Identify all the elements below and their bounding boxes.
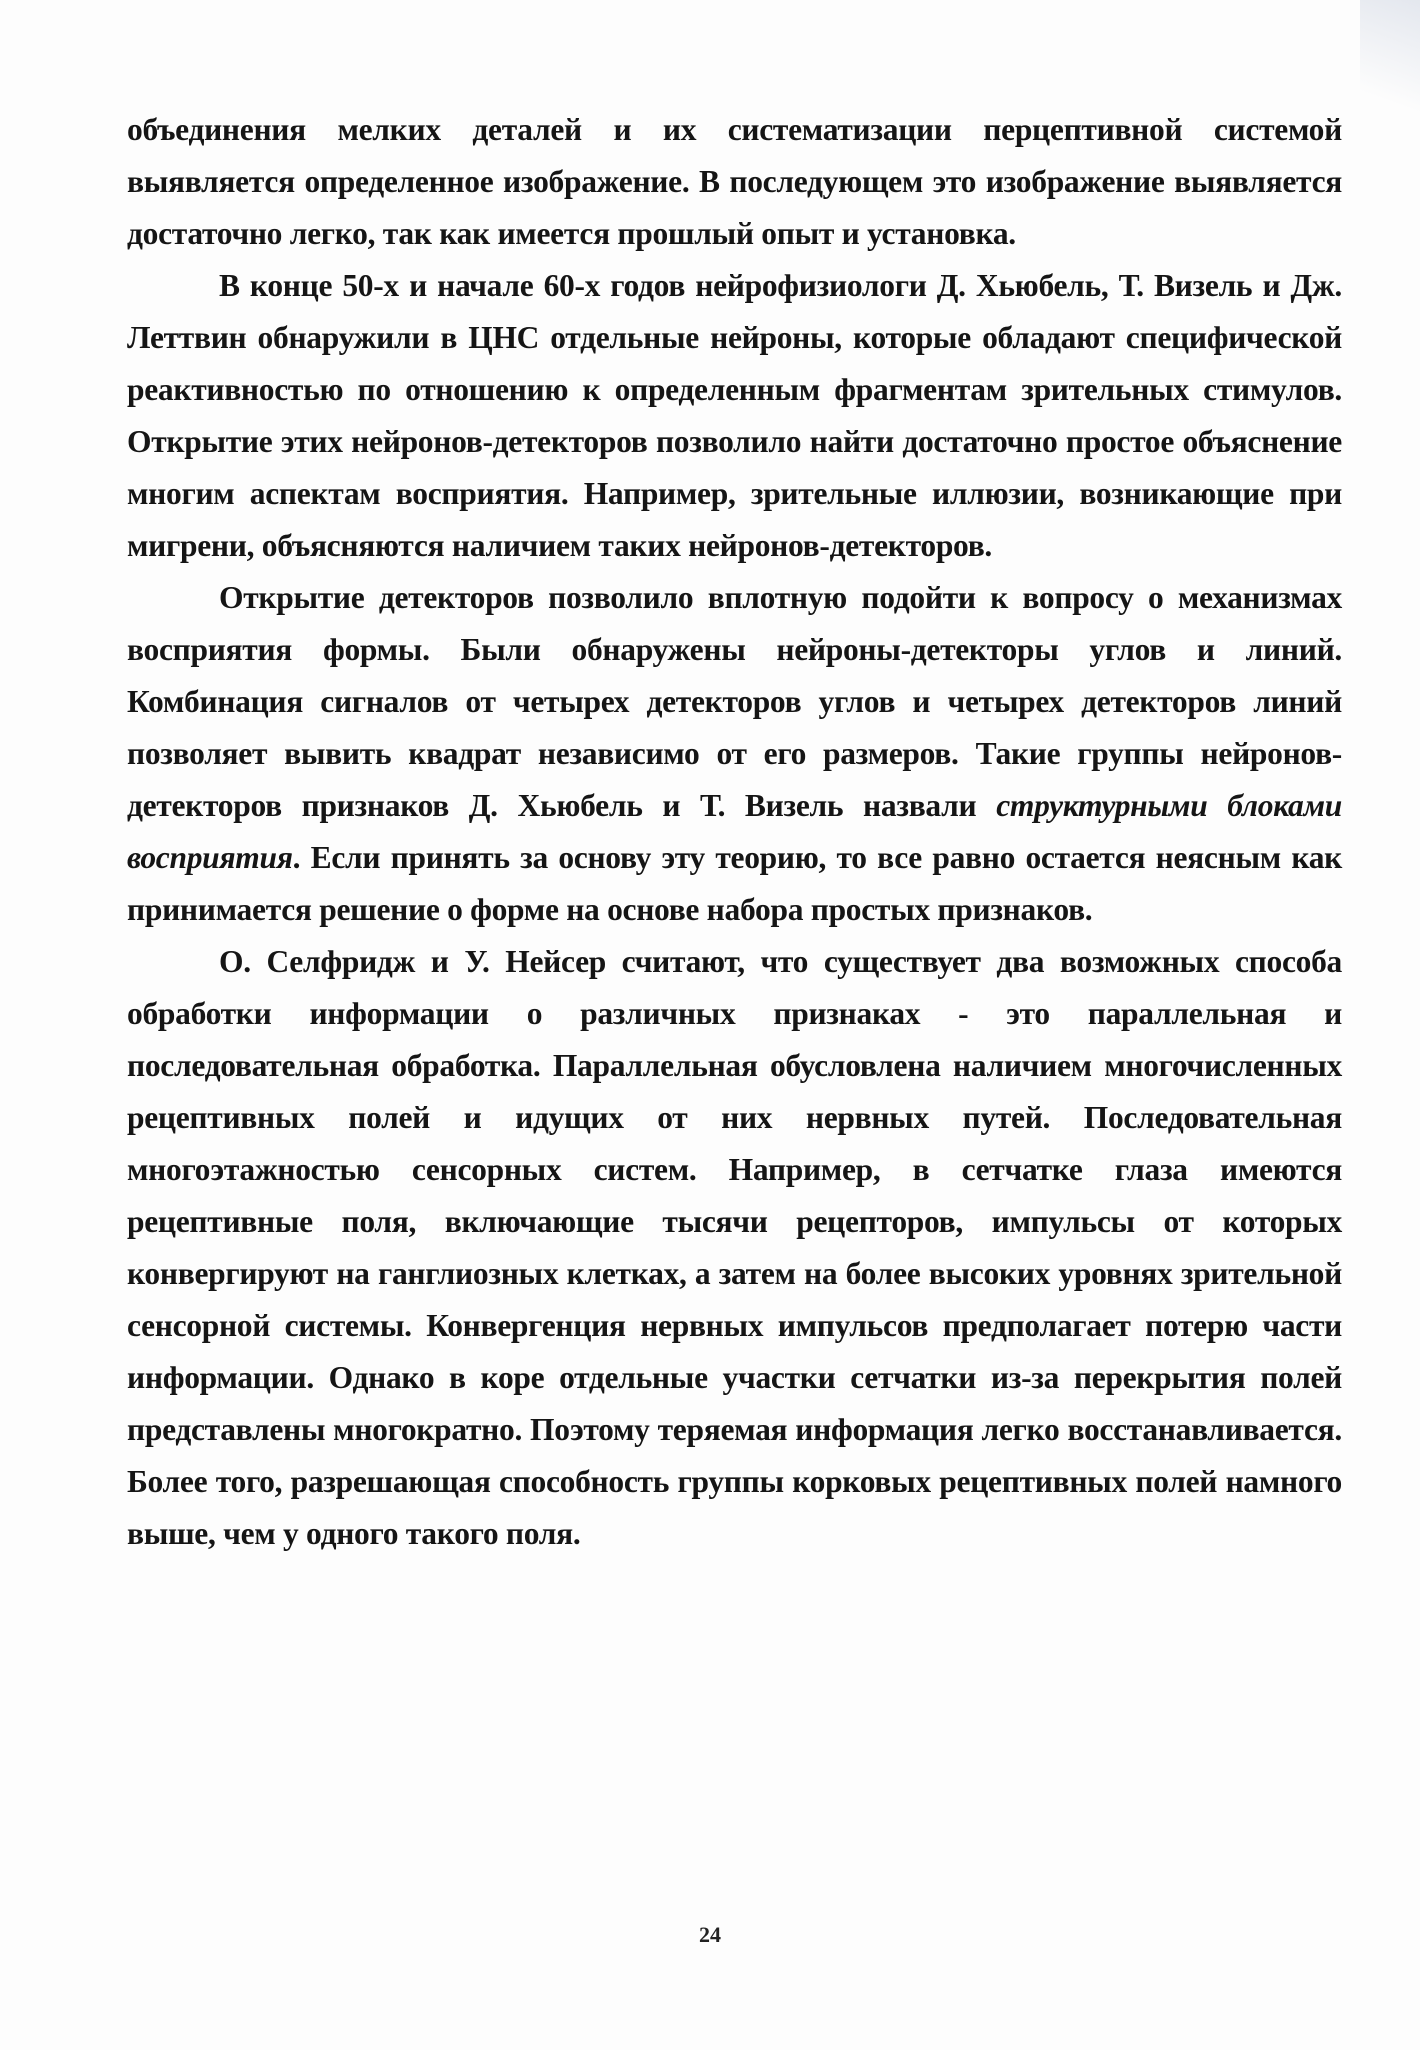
paragraph-3-start: Открытие детекторов позволило вплотную подойти к вопросу о механизмах восприятия формы. Были обнаружены нейроны-детекторы углов и линий. Комбинация сигналов от четырех детекторов углов и четырех детекторов линий позволяет вывить квадрат независимо от его размеров. Такие группы нейронов-детекторов признаков Д. Хьюбель и Т. Визель назвали (127, 580, 1342, 823)
paragraph-3-end: . Если принять за основу эту теорию, то все равно остается неясным как принимается решение о форме на основе набора простых признаков. (127, 840, 1342, 927)
page-number: 24 (699, 1922, 721, 1947)
paragraph-4: О. Селфридж и У. Нейсер считают, что существует два возможных способа обработки информации о различных признаках - это параллельная и последовательная обработка. Параллельная обусловлена наличием многочисленных рецептивных полей и идущих от них нервных путей. Последовательная многоэтажностью сенсорных систем. Например, в сетчатке глаза имеются рецептивные поля, включающие тысячи рецепторов, импульсы от которых конвергируют на ганглиозных клетках, а затем на более высоких уровнях зрительной сенсорной системы. Конвергенция нервных импульсов предполагает потерю части информации. Однако в коре отдельные участки сетчатки из-за перекрытия полей представлены многократно. Поэтому теряемая информация легко восстанавливается. Более того, разрешающая способность группы корковых рецептивных полей намного выше, чем у одного такого поля. (127, 944, 1342, 1551)
paragraph-1: объединения мелких деталей и их систематизации перцептивной системой выявляется определенное изображение. В последующем это изображение выявляется достаточно легко, так как имеется прошлый опыт и установка. (127, 112, 1342, 251)
paragraph-2: В конце 50-х и начале 60-х годов нейрофизиологи Д. Хьюбель, Т. Визель и Дж. Леттвин обнаружили в ЦНС отдельные нейроны, которые обладают специфической реактивностью по отношению к определенным фрагментам зрительных стимулов. Открытие этих нейронов-детекторов позволило найти достаточно простое объяснение многим аспектам восприятия. Например, зрительные иллюзии, возникающие при мигрени, объясняются наличием таких нейронов-детекторов. (127, 268, 1342, 563)
italic-term: структурными блоками восприятия (127, 788, 1342, 875)
body-text (127, 104, 1342, 1560)
paragraph-3 (127, 572, 1342, 936)
scan-edge-shadow (1360, 0, 1420, 140)
